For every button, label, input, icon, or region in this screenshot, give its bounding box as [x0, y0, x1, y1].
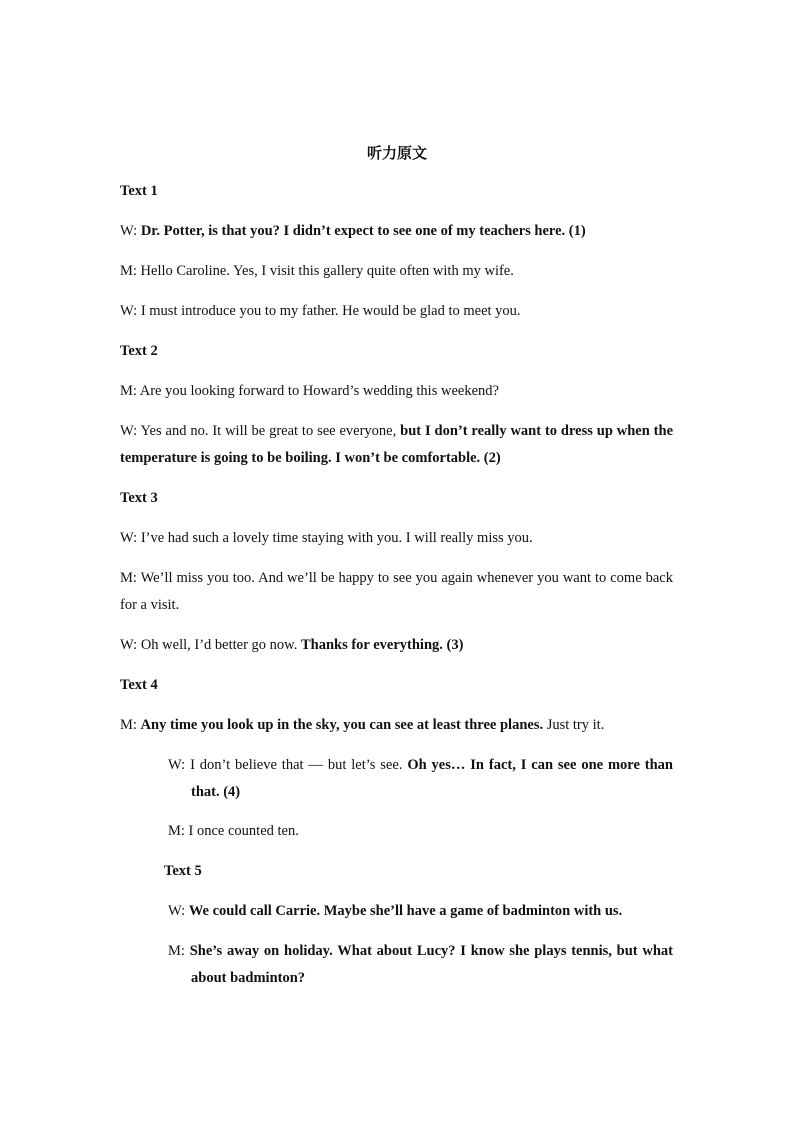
speaker-label: W: — [120, 223, 138, 239]
dialogue-bold: Any time you look up in the sky, you can see at least three planes. — [140, 717, 544, 733]
dialogue-text: Oh well, I’d better go now. — [140, 637, 298, 653]
speaker-label: M: — [168, 943, 185, 959]
dialogue-bold: Oh yes… In fact, I can see one more than that. (4) — [191, 757, 673, 800]
speaker-label: M: — [120, 570, 137, 586]
dialogue-text: I once counted ten. — [188, 823, 299, 839]
text-4-heading — [120, 672, 673, 699]
speaker-label: M: — [120, 263, 137, 279]
dialogue-bold: but I don’t really want to dress up when the temperature is going to be boiling. I won’t be comfortable. (2) — [120, 423, 674, 466]
speaker-label: M: — [120, 383, 137, 399]
text-4-line-2 — [168, 752, 673, 806]
speaker-label: W: — [120, 303, 138, 319]
dialogue-text: We’ll miss you too. And we’ll be happy to see you again whenever you want to come back for a visit. — [120, 570, 673, 613]
dialogue-text: Are you looking forward to Howard’s wedding this weekend? — [139, 383, 499, 399]
section-heading: Text 1 — [120, 183, 158, 199]
text-1-heading — [120, 178, 673, 205]
dialogue-text: Hello Caroline. Yes, I visit this gallery quite often with my wife. — [140, 263, 514, 279]
section-heading: Text 5 — [164, 863, 202, 879]
dialogue-bold: Thanks for everything. (3) — [300, 637, 464, 653]
text-2-line-2 — [120, 418, 673, 472]
text-1-line-2 — [120, 258, 673, 285]
text-4-line-3 — [168, 818, 673, 845]
dialogue-text: I must introduce you to my father. He would be glad to meet you. — [140, 303, 521, 319]
text-3-line-2 — [120, 565, 673, 619]
speaker-label: W: — [120, 637, 138, 653]
text-1-line-3 — [120, 298, 673, 325]
dialogue-bold: We could call Carrie. Maybe she’ll have a game of badminton with us. — [188, 903, 623, 919]
dialogue-bold: Dr. Potter, is that you? I didn’t expect to see one of my teachers here. (1) — [140, 223, 586, 239]
text-5-line-2 — [168, 938, 673, 992]
speaker-label: W: — [120, 423, 138, 439]
section-heading: Text 4 — [120, 677, 158, 693]
text-5-line-1 — [168, 898, 673, 925]
text-5-heading — [164, 858, 717, 885]
speaker-label: W: — [168, 757, 186, 773]
dialogue-text: I’ve had such a lovely time staying with you. I will really miss you. — [140, 530, 533, 546]
text-3-line-1 — [120, 525, 673, 552]
section-heading: Text 2 — [120, 343, 158, 359]
text-4-line-1 — [120, 712, 673, 739]
section-heading: Text 3 — [120, 490, 158, 506]
speaker-label: W: — [120, 530, 138, 546]
text-2-line-1 — [120, 378, 673, 405]
speaker-label: M: — [168, 823, 185, 839]
page-title: 听力原文 — [366, 144, 427, 162]
text-3-line-3 — [120, 632, 673, 659]
dialogue-text: I don’t believe that — but let’s see. — [190, 757, 403, 773]
speaker-label: W: — [168, 903, 186, 919]
speaker-label: M: — [120, 717, 137, 733]
text-2-heading — [120, 338, 673, 365]
dialogue-text: Yes and no. It will be great to see everyone, — [140, 423, 397, 439]
text-1-line-1 — [120, 218, 673, 245]
dialogue-text: Just try it. — [546, 717, 605, 733]
dialogue-bold: She’s away on holiday. What about Lucy? I know she plays tennis, but what about badminton? — [189, 943, 674, 986]
text-3-heading — [120, 485, 673, 512]
